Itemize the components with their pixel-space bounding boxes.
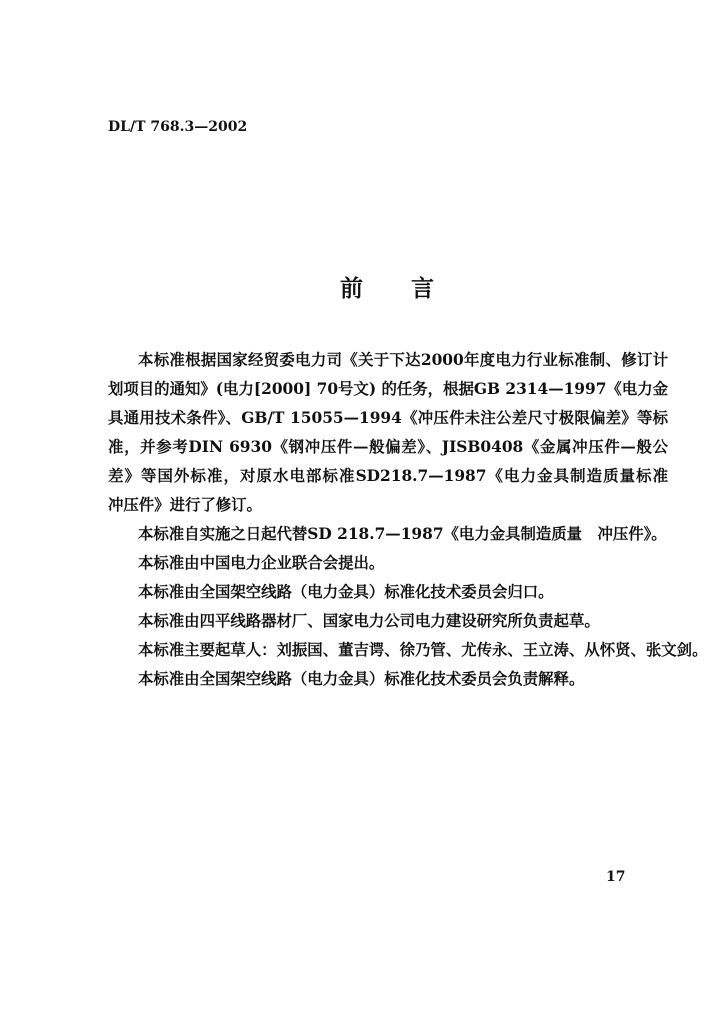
title-char-2: 言 (411, 275, 434, 302)
foreword-paragraph-1: 本标准根据国家经贸委电力司《关于下达2000年度电力行业标准制、修订计划项目的通知》(电力[2000] 70号文) 的任务，根据GB 2314—1997《电力金具通用技术条件》、GB/T 15055—1994《冲压件未注公差尺寸极限偏差》等标准，并参考DIN 6930《钢冲压件—般偏差》、JISB0408《金属冲压件—般公差》等国外标准，对原水电部标准SD218.7—1987《电力金具制造质量标准 冲压件》进行了修订。 (108, 351, 684, 514)
foreword-line-interpretation: 本标准由全国架空线路（电力金具）标准化技术委员会负责解释。 (138, 670, 585, 688)
page-number: 17 (606, 869, 626, 885)
page-title (340, 270, 434, 303)
foreword-line-drafted: 本标准由四平线路器材厂、国家电力公司电力建设研究所负责起草。 (138, 612, 600, 630)
standard-code: DL/T 768.3—2002 (108, 119, 248, 135)
foreword-line-centralized: 本标准由全国架空线路（电力金具）标准化技术委员会归口。 (138, 583, 554, 601)
title-char-1: 前 (340, 275, 363, 302)
foreword-body (108, 346, 708, 694)
foreword-line-replaces: 本标准自实施之日起代替SD 218.7—1987《电力金具制造质量 冲压件》。 (138, 525, 667, 543)
foreword-line-drafters: 本标准主要起草人：刘振国、董吉谔、徐乃管、尤传永、王立涛、从怀贤、张文剑。 (138, 641, 708, 659)
foreword-line-proposed: 本标准由中国电力企业联合会提出。 (138, 554, 385, 572)
